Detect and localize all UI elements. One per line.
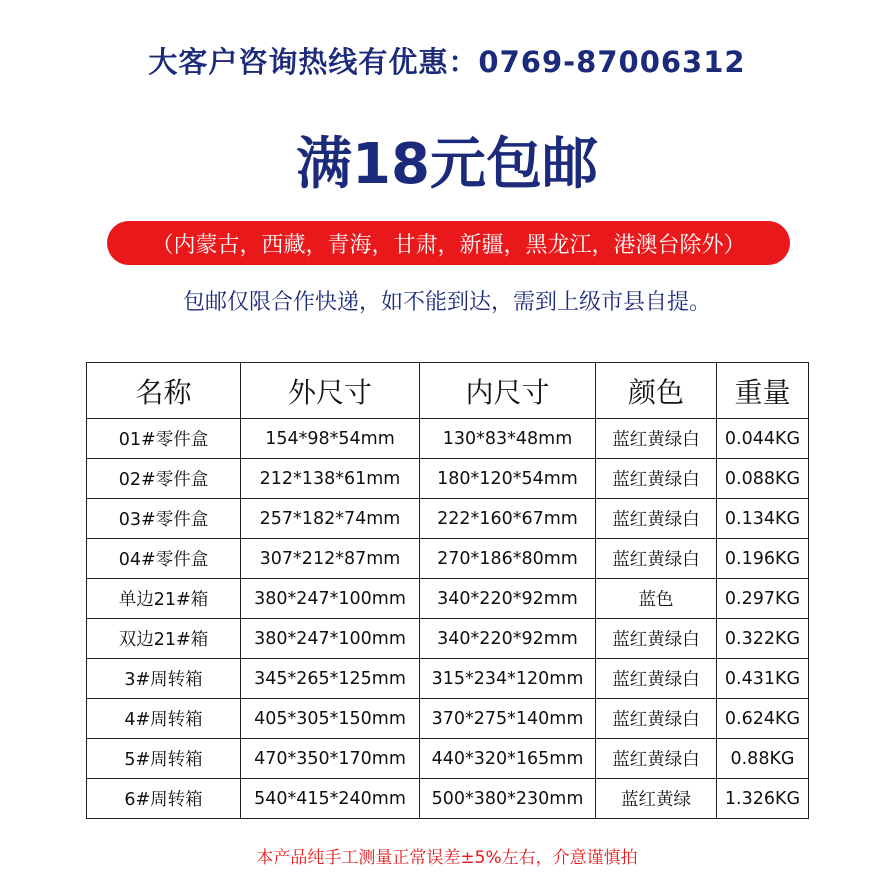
cell-outer-size: 345*265*125mm <box>241 659 420 699</box>
cell-name: 4#周转箱 <box>87 699 241 739</box>
table-row <box>87 419 809 459</box>
cell-weight: 0.297KG <box>717 579 809 619</box>
cell-inner-size: 130*83*48mm <box>420 419 596 459</box>
cell-outer-size: 470*350*170mm <box>241 739 420 779</box>
hotline-text: 大客户咨询热线有优惠：0769-87006312 <box>148 45 746 79</box>
cell-outer-size: 154*98*54mm <box>241 419 420 459</box>
excluded-regions-banner <box>107 221 790 265</box>
cell-outer-size: 257*182*74mm <box>241 499 420 539</box>
cell-name: 3#周转箱 <box>87 659 241 699</box>
free-shipping-title: 满18元包邮 <box>296 132 598 197</box>
cell-color: 蓝红黄绿白 <box>596 539 717 579</box>
cell-inner-size: 440*320*165mm <box>420 739 596 779</box>
cell-inner-size: 180*120*54mm <box>420 459 596 499</box>
cell-inner-size: 500*380*230mm <box>420 779 596 819</box>
table-row <box>87 699 809 739</box>
cell-inner-size: 315*234*120mm <box>420 659 596 699</box>
header-inner-size: 内尺寸 <box>420 363 596 419</box>
cell-color: 蓝红黄绿白 <box>596 659 717 699</box>
cell-weight: 0.196KG <box>717 539 809 579</box>
express-note: 包邮仅限合作快递，如不能到达，需到上级市县自提。 <box>182 290 711 315</box>
cell-name: 02#零件盒 <box>87 459 241 499</box>
cell-outer-size: 380*247*100mm <box>241 579 420 619</box>
cell-name: 04#零件盒 <box>87 539 241 579</box>
table-row <box>87 579 809 619</box>
table-row <box>87 499 809 539</box>
table-row <box>87 739 809 779</box>
cell-weight: 0.624KG <box>717 699 809 739</box>
cell-weight: 0.088KG <box>717 459 809 499</box>
cell-name: 双边21#箱 <box>87 619 241 659</box>
cell-inner-size: 222*160*67mm <box>420 499 596 539</box>
cell-name: 03#零件盒 <box>87 499 241 539</box>
cell-color: 蓝红黄绿 <box>596 779 717 819</box>
cell-inner-size: 370*275*140mm <box>420 699 596 739</box>
cell-name: 5#周转箱 <box>87 739 241 779</box>
table-row <box>87 779 809 819</box>
cell-color: 蓝红黄绿白 <box>596 619 717 659</box>
header-color: 颜色 <box>596 363 717 419</box>
cell-inner-size: 270*186*80mm <box>420 539 596 579</box>
table-row <box>87 539 809 579</box>
table-row <box>87 659 809 699</box>
cell-outer-size: 405*305*150mm <box>241 699 420 739</box>
header-outer-size: 外尺寸 <box>241 363 420 419</box>
cell-outer-size: 540*415*240mm <box>241 779 420 819</box>
cell-color: 蓝色 <box>596 579 717 619</box>
cell-weight: 0.322KG <box>717 619 809 659</box>
spec-table <box>86 362 809 819</box>
table-row <box>87 459 809 499</box>
cell-name: 01#零件盒 <box>87 419 241 459</box>
cell-color: 蓝红黄绿白 <box>596 459 717 499</box>
cell-outer-size: 212*138*61mm <box>241 459 420 499</box>
measurement-footnote: 本产品纯手工测量正常误差±5%左右，介意谨慎拍 <box>256 848 638 868</box>
table-body <box>87 419 809 819</box>
header-name: 名称 <box>87 363 241 419</box>
table-row <box>87 619 809 659</box>
cell-color: 蓝红黄绿白 <box>596 499 717 539</box>
cell-weight: 0.431KG <box>717 659 809 699</box>
excluded-regions-text: （内蒙古，西藏，青海，甘肃，新疆，黑龙江，港澳台除外） <box>151 232 746 258</box>
cell-inner-size: 340*220*92mm <box>420 619 596 659</box>
cell-outer-size: 380*247*100mm <box>241 619 420 659</box>
table-header-row <box>87 363 809 419</box>
cell-weight: 1.326KG <box>717 779 809 819</box>
cell-color: 蓝红黄绿白 <box>596 419 717 459</box>
cell-color: 蓝红黄绿白 <box>596 699 717 739</box>
cell-outer-size: 307*212*87mm <box>241 539 420 579</box>
cell-inner-size: 340*220*92mm <box>420 579 596 619</box>
cell-name: 6#周转箱 <box>87 779 241 819</box>
cell-weight: 0.044KG <box>717 419 809 459</box>
cell-weight: 0.134KG <box>717 499 809 539</box>
cell-color: 蓝红黄绿白 <box>596 739 717 779</box>
cell-weight: 0.88KG <box>717 739 809 779</box>
cell-name: 单边21#箱 <box>87 579 241 619</box>
header-weight: 重量 <box>717 363 809 419</box>
